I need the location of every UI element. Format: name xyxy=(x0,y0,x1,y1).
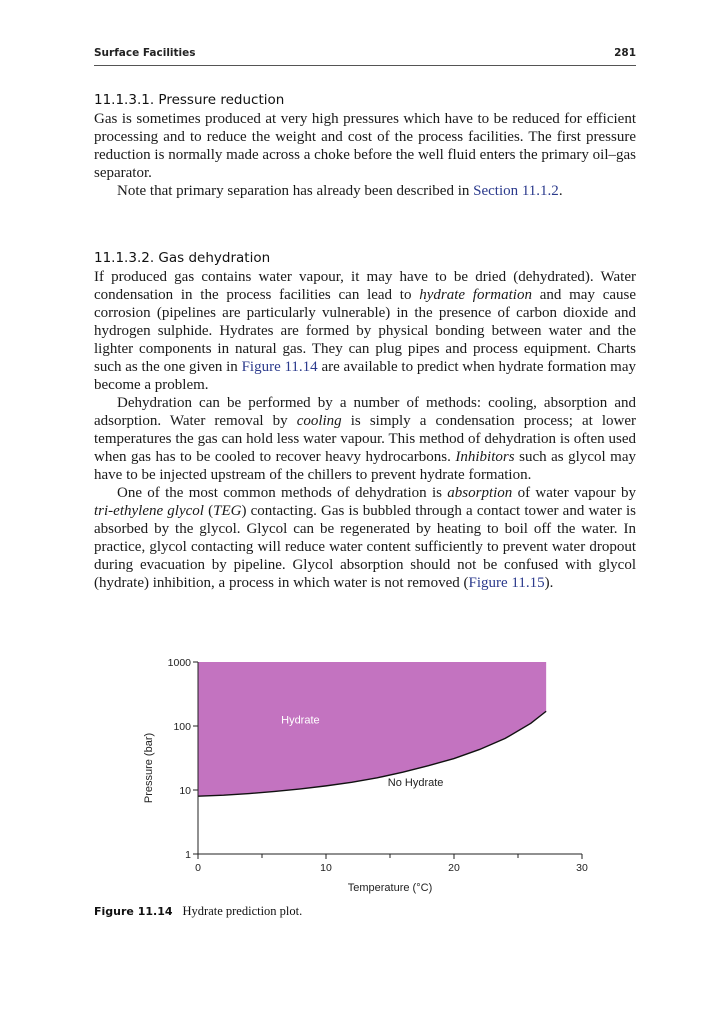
x-tick-label: 0 xyxy=(195,862,201,874)
emphasis: TEG xyxy=(213,503,242,519)
section-body-gas-dehydration xyxy=(94,268,636,592)
figure-caption-text: Hydrate prediction plot. xyxy=(182,904,303,918)
paragraph xyxy=(94,484,636,592)
text-run: of water vapour by xyxy=(512,485,636,501)
y-axis-label: Pressure (bar) xyxy=(143,732,155,804)
text-run: ) contacting. Gas is bubbled through a contact tower and water is absorbed by the glycol. Glycol can be regenerated by heating to boil off the water. In practice, glycol contacting will reduce water content sufficiently to prevent water dropout during evacuation by pipeline. Glycol absorption should not be confused with glycol (hydrate) inhibition, a process in which water is not removed ( xyxy=(94,503,636,591)
text-run: Dehydration can be performed by a number of methods: cooling, absorption and adsorption. Water removal by xyxy=(94,395,636,429)
text-run: are available to predict when hydrate formation may become a problem. xyxy=(94,359,637,393)
section-title-text: Pressure reduction xyxy=(158,92,285,108)
text-run: such as glycol may have to be injected upstream of the chillers to prevent hydrate formation. xyxy=(94,449,636,483)
text-run: ( xyxy=(203,503,214,519)
figure-caption xyxy=(94,904,302,919)
x-tick-label: 30 xyxy=(576,862,588,874)
section-link[interactable]: Section 11.1.2 xyxy=(473,183,559,199)
hydrate-region xyxy=(198,662,546,796)
page-number: 281 xyxy=(614,47,636,59)
annotation-hydrate: Hydrate xyxy=(281,714,320,727)
section-heading-gas-dehydration xyxy=(94,250,270,266)
x-axis-label: Temperature (°C) xyxy=(347,882,433,894)
running-header-title: Surface Facilities xyxy=(94,47,196,59)
figure-label: Figure 11.14 xyxy=(94,905,173,918)
emphasis: tri-ethylene glycol xyxy=(94,503,204,519)
section-number: 11.1.3.1. xyxy=(94,92,155,108)
emphasis: cooling xyxy=(296,413,342,429)
paragraph: Gas is sometimes produced at very high pressures which have to be reduced for efficient processing and to reduce the weight and cost of the process facilities. The first pressure reduction is normally made across a choke before the well fluid enters the primary oil–gas separator. xyxy=(94,111,636,181)
figure-link[interactable]: Figure 11.15 xyxy=(468,575,545,591)
section-title-text: Gas dehydration xyxy=(158,250,271,266)
y-tick-label: 100 xyxy=(173,721,191,733)
section-heading-pressure-reduction xyxy=(94,92,284,108)
hydrate-prediction-chart xyxy=(130,650,610,900)
paragraph xyxy=(94,182,636,200)
section-body-pressure-reduction xyxy=(94,110,636,200)
text-run: One of the most common methods of dehydration is xyxy=(117,485,448,501)
running-header xyxy=(94,45,636,66)
annotation-no-hydrate: No Hydrate xyxy=(387,777,444,790)
text-run: . xyxy=(558,183,563,199)
emphasis: Inhibitors xyxy=(455,449,515,465)
text-run: If produced gas contains water vapour, it may have to be dried (dehydrated). Water condensation in the process facilities can lead to xyxy=(94,269,636,303)
x-tick-label: 10 xyxy=(320,862,332,874)
paragraph xyxy=(94,394,636,484)
x-tick-label: 20 xyxy=(448,862,460,874)
emphasis: absorption xyxy=(447,485,513,501)
text-run: Note that primary separation has already been described in xyxy=(117,183,474,199)
figure-link[interactable]: Figure 11.14 xyxy=(241,359,318,375)
text-run: is simply a condensation process; at lower temperatures the gas can hold less water vapour. This method of dehydration is often used when gas has to be cooled to recover heavy hydrocarbons. xyxy=(94,413,636,465)
y-tick-label: 10 xyxy=(179,785,191,797)
emphasis: hydrate formation xyxy=(419,287,532,303)
section-number: 11.1.3.2. xyxy=(94,250,155,266)
text-run: ). xyxy=(544,575,554,591)
text-run: and may cause corrosion (pipelines are particularly vulnerable) in the presence of carbon dioxide and hydrogen sulphide. Hydrates are formed by physical bonding between water and the lighter components in natural gas. They can plug pipes and process equipment. Charts such as the one given in xyxy=(94,287,637,375)
paragraph xyxy=(94,268,636,394)
y-tick-label: 1 xyxy=(185,849,191,861)
y-tick-label: 1000 xyxy=(167,657,191,669)
